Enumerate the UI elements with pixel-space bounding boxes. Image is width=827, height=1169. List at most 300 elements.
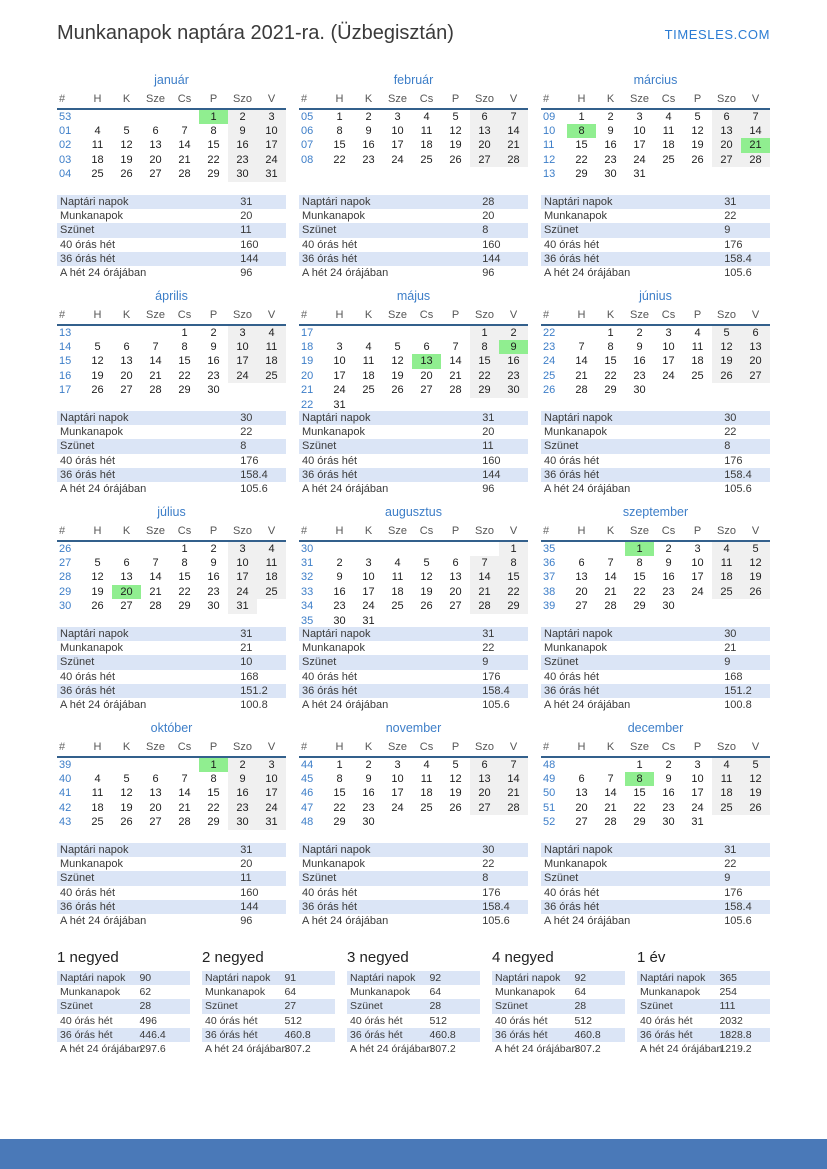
calendar-week-row [299, 556, 528, 571]
day-cell: 1 [199, 109, 228, 124]
day-cell: 14 [604, 787, 617, 800]
day-cell: 3 [636, 110, 643, 123]
calendar-week-row [299, 585, 528, 600]
stat-value: 160 [240, 886, 259, 899]
day-col-header: P [199, 740, 228, 757]
stat-value: 105.6 [482, 915, 510, 928]
day-cell: 17 [362, 585, 375, 598]
day-cell [83, 325, 112, 340]
day-cell [499, 815, 528, 830]
stat-label: Munkanapok [544, 210, 607, 223]
stat-value: 30 [724, 412, 737, 425]
month-block-július [57, 505, 286, 721]
month-block-február [299, 73, 528, 289]
day-cell: 13 [149, 139, 162, 152]
stat-label: 40 órás hét [302, 886, 358, 899]
day-cell [683, 167, 712, 182]
stat-row [541, 684, 770, 698]
day-cell: 1 [625, 541, 654, 556]
stat-row [541, 655, 770, 669]
day-cell: 7 [181, 772, 188, 785]
stat-row [637, 971, 770, 985]
day-cell: 30 [662, 816, 675, 829]
stat-row [57, 411, 286, 425]
stat-row [541, 857, 770, 871]
day-cell: 10 [662, 340, 675, 353]
week-number-cell: 48 [543, 758, 556, 771]
calendar-week-row [541, 570, 770, 585]
calendar-week-row [57, 757, 286, 772]
stat-row [541, 411, 770, 425]
calendar-week-row [541, 369, 770, 384]
stat-value: 31 [240, 844, 253, 857]
stat-label: A hét 24 órájában [350, 1043, 433, 1056]
day-cell [383, 614, 412, 629]
day-cell: 17 [228, 570, 257, 585]
day-cell: 6 [123, 340, 130, 353]
stat-row [541, 223, 770, 237]
day-cell: 13 [470, 124, 499, 139]
calendar-week-row [299, 325, 528, 340]
day-cell [412, 325, 441, 340]
stat-row [541, 209, 770, 223]
day-col-header: V [499, 740, 528, 757]
week-number-cell: 24 [543, 355, 556, 368]
stat-row [492, 971, 625, 985]
month-block-december [541, 721, 770, 937]
week-col-header: # [299, 92, 325, 109]
day-cell: 18 [91, 153, 104, 166]
calendar-table [299, 524, 528, 628]
stat-value: 176 [724, 238, 743, 251]
day-cell [441, 815, 470, 830]
stat-row [541, 914, 770, 928]
day-cell [741, 383, 770, 398]
day-cell: 30 [499, 383, 528, 398]
day-col-header: V [499, 524, 528, 541]
day-cell: 8 [636, 556, 643, 569]
day-cell: 6 [470, 109, 499, 124]
day-cell: 23 [662, 585, 675, 598]
stat-value: 365 [719, 972, 737, 985]
stat-value: 11 [482, 440, 494, 453]
day-cell [112, 325, 141, 340]
day-cell [470, 398, 499, 413]
day-cell: 11 [91, 787, 104, 800]
week-number-cell: 46 [301, 787, 314, 800]
stat-row [57, 641, 286, 655]
day-cell: 5 [123, 124, 130, 137]
day-cell: 29 [178, 600, 191, 613]
calendar-week-row [299, 815, 528, 830]
calendar-week-row [541, 138, 770, 153]
stat-label: A hét 24 órájában [544, 267, 631, 280]
day-cell: 6 [123, 556, 130, 569]
day-cell: 8 [336, 772, 343, 785]
month-block-május [299, 289, 528, 505]
stat-row [202, 1028, 335, 1042]
day-cell: 7 [499, 757, 528, 772]
day-cell: 11 [712, 556, 741, 571]
stat-label: Szünet [205, 1000, 238, 1013]
stat-value: 176 [482, 670, 501, 683]
stat-row [57, 914, 286, 928]
calendar-week-row [57, 772, 286, 787]
day-cell: 8 [336, 124, 343, 137]
day-cell: 2 [665, 542, 672, 555]
stat-label: 40 órás hét [544, 886, 600, 899]
calendar-week-row [541, 815, 770, 830]
day-cell: 5 [423, 556, 430, 569]
day-col-header: H [567, 92, 596, 109]
day-cell: 20 [575, 585, 588, 598]
week-number-cell: 09 [543, 110, 556, 123]
day-cell: 6 [712, 109, 741, 124]
day-cell: 27 [420, 384, 433, 397]
month-calendar-area [299, 289, 528, 411]
stat-row [57, 252, 286, 266]
quarter-title: 2 negyed [202, 949, 264, 966]
day-cell: 28 [149, 600, 162, 613]
stat-label: A hét 24 órájában [60, 915, 147, 928]
day-cell: 2 [365, 110, 372, 123]
day-cell: 15 [333, 139, 346, 152]
day-cell: 20 [575, 801, 588, 814]
day-cell: 26 [449, 801, 462, 814]
day-cell [83, 757, 112, 772]
day-cell: 17 [662, 355, 675, 368]
day-cell [170, 109, 199, 124]
week-col-header: # [299, 524, 325, 541]
stat-row [299, 482, 528, 496]
day-col-header: V [741, 740, 770, 757]
stat-label: 36 órás hét [302, 468, 358, 481]
brand-link[interactable]: TIMESLES.COM [664, 27, 770, 42]
day-cell: 12 [712, 340, 741, 355]
day-col-header: V [741, 524, 770, 541]
day-cell: 31 [257, 815, 286, 830]
month-title: április [155, 289, 188, 303]
stat-row [347, 1028, 480, 1042]
stat-label: A hét 24 órájában [544, 915, 631, 928]
quarter-stats [347, 971, 480, 1056]
stat-value: 1219.2 [719, 1043, 752, 1056]
day-cell: 28 [499, 153, 528, 168]
stat-value: 22 [724, 426, 737, 439]
quarter-block [637, 949, 770, 1056]
day-cell: 21 [604, 585, 617, 598]
day-cell: 22 [575, 153, 588, 166]
day-cell: 21 [741, 138, 770, 153]
day-cell: 6 [152, 772, 159, 785]
day-col-header: K [112, 308, 141, 325]
day-col-header: Sze [383, 92, 412, 109]
day-cell [499, 398, 528, 413]
day-cell: 22 [178, 585, 191, 598]
day-cell: 3 [228, 325, 257, 340]
page-header [57, 0, 770, 45]
stat-value: 446.4 [139, 1028, 166, 1041]
stat-label: Naptári napok [60, 972, 126, 985]
quarters-row [57, 949, 770, 1056]
stat-row [299, 670, 528, 684]
quarter-title: 3 negyed [347, 949, 409, 966]
day-col-header: V [499, 92, 528, 109]
month-title: május [396, 289, 431, 303]
day-cell: 20 [149, 153, 162, 166]
day-col-header: Cs [170, 740, 199, 757]
month-title: augusztus [385, 505, 442, 519]
day-cell: 10 [633, 124, 646, 137]
stat-row [299, 857, 528, 871]
month-title: február [393, 73, 434, 87]
stat-label: Szünet [60, 224, 95, 237]
day-cell: 5 [94, 556, 101, 569]
calendar-week-row [57, 556, 286, 571]
day-cell: 8 [210, 124, 217, 137]
stat-row [57, 468, 286, 482]
day-col-header: P [441, 92, 470, 109]
stat-label: Naptári napok [302, 844, 371, 857]
day-col-header: K [596, 740, 625, 757]
stat-row [299, 900, 528, 914]
month-calendar-area [299, 721, 528, 843]
week-number-cell: 33 [301, 585, 314, 598]
day-cell: 11 [420, 124, 433, 137]
day-cell: 6 [152, 124, 159, 137]
week-col-header: # [299, 308, 325, 325]
calendar-table [299, 308, 528, 412]
week-number-cell: 01 [59, 124, 72, 137]
stat-label: Munkanapok [60, 986, 121, 999]
day-cell: 2 [636, 326, 643, 339]
calendar-week-row [57, 570, 286, 585]
day-cell: 22 [178, 369, 191, 382]
day-cell: 29 [207, 816, 220, 829]
calendar-week-row [541, 167, 770, 182]
day-cell: 27 [449, 600, 462, 613]
day-cell: 31 [228, 599, 257, 614]
day-col-header: K [354, 524, 383, 541]
day-col-header: Szo [228, 308, 257, 325]
stat-value: 28 [482, 196, 495, 209]
day-cell: 13 [149, 787, 162, 800]
stat-value: 105.6 [724, 483, 752, 496]
stat-value: 91 [284, 972, 297, 985]
month-block-szeptember [541, 505, 770, 721]
day-cell: 26 [712, 369, 741, 384]
day-cell: 16 [499, 354, 528, 369]
day-cell: 1 [499, 541, 528, 556]
stat-label: Szünet [302, 224, 337, 237]
day-cell: 16 [207, 571, 220, 584]
day-cell: 23 [228, 153, 257, 168]
day-cell: 27 [120, 600, 133, 613]
stat-row [299, 655, 528, 669]
day-cell: 13 [120, 355, 133, 368]
day-cell: 22 [207, 801, 220, 814]
week-number-cell: 15 [59, 355, 72, 368]
stat-row [299, 411, 528, 425]
stat-row [541, 195, 770, 209]
stat-value: 31 [240, 196, 253, 209]
month-calendar-area [299, 73, 528, 195]
day-cell: 23 [207, 585, 220, 598]
day-col-header: Cs [412, 524, 441, 541]
day-cell: 30 [333, 614, 346, 627]
stat-label: Munkanapok [544, 642, 607, 655]
day-col-header: Sze [383, 308, 412, 325]
day-cell: 21 [499, 138, 528, 153]
calendar-week-row [57, 383, 286, 398]
day-cell: 16 [604, 139, 617, 152]
stat-row [57, 454, 286, 468]
day-cell [170, 757, 199, 772]
day-col-header: P [683, 740, 712, 757]
day-cell [441, 614, 470, 629]
month-stats [541, 411, 770, 496]
day-cell: 14 [575, 355, 588, 368]
stat-value: 64 [574, 986, 587, 999]
calendar-week-row [541, 340, 770, 355]
day-cell: 23 [362, 801, 375, 814]
stat-row [541, 900, 770, 914]
calendar-header-row [299, 92, 528, 109]
day-cell: 21 [178, 801, 191, 814]
stat-label: Naptári napok [640, 972, 706, 985]
calendar-week-row [299, 570, 528, 585]
day-cell: 1 [199, 757, 228, 772]
day-cell: 13 [712, 124, 741, 139]
day-cell [354, 325, 383, 340]
day-col-header: Szo [228, 740, 257, 757]
calendar-header-row [541, 92, 770, 109]
day-cell: 28 [604, 816, 617, 829]
stat-label: Szünet [544, 224, 579, 237]
day-cell: 26 [741, 801, 770, 816]
stat-label: 36 órás hét [302, 252, 358, 265]
week-number-cell: 34 [301, 600, 314, 613]
day-cell [112, 109, 141, 124]
day-cell: 24 [662, 369, 675, 382]
stat-value: 144 [482, 252, 501, 265]
day-cell: 13 [575, 571, 588, 584]
week-number-cell: 49 [543, 772, 556, 785]
day-cell: 15 [333, 787, 346, 800]
calendar-header-row [57, 308, 286, 325]
day-cell: 30 [604, 168, 617, 181]
day-cell [412, 815, 441, 830]
day-cell [141, 325, 170, 340]
day-cell: 19 [391, 369, 404, 382]
day-cell: 19 [741, 570, 770, 585]
day-cell: 15 [604, 355, 617, 368]
day-cell: 25 [691, 369, 704, 382]
day-cell: 28 [575, 384, 588, 397]
day-cell: 6 [741, 325, 770, 340]
calendar-week-row [299, 153, 528, 168]
week-number-cell: 22 [301, 398, 314, 411]
day-col-header: K [354, 92, 383, 109]
day-cell: 7 [741, 109, 770, 124]
day-cell: 9 [665, 772, 672, 785]
day-cell: 16 [228, 138, 257, 153]
day-cell: 5 [694, 110, 701, 123]
stat-row [57, 843, 286, 857]
stat-value: 1828.8 [719, 1028, 752, 1041]
day-cell: 21 [449, 369, 462, 382]
calendar-week-row [541, 153, 770, 168]
day-cell: 20 [470, 138, 499, 153]
calendar-header-row [299, 740, 528, 757]
stat-row [637, 1042, 770, 1056]
stat-label: 36 órás hét [544, 252, 600, 265]
stat-value: 96 [240, 915, 253, 928]
stat-row [299, 627, 528, 641]
day-cell: 6 [470, 757, 499, 772]
stat-value: 9 [724, 872, 731, 885]
stat-row [299, 252, 528, 266]
day-cell: 23 [662, 801, 675, 814]
day-col-header: P [683, 524, 712, 541]
day-cell: 22 [470, 369, 499, 384]
stat-label: A hét 24 órájában [495, 1043, 578, 1056]
week-number-cell: 40 [59, 772, 72, 785]
day-cell: 17 [633, 139, 646, 152]
calendar-header-row [57, 740, 286, 757]
week-col-header: # [541, 308, 567, 325]
day-col-header: P [683, 308, 712, 325]
quarter-block [347, 949, 480, 1056]
day-col-header: V [741, 308, 770, 325]
day-cell: 14 [604, 571, 617, 584]
stat-row [541, 670, 770, 684]
day-cell [683, 599, 712, 614]
day-cell: 23 [633, 369, 646, 382]
day-cell: 2 [499, 325, 528, 340]
week-number-cell: 30 [59, 600, 72, 613]
stat-label: A hét 24 órájában [60, 267, 147, 280]
stat-value: 31 [482, 628, 495, 641]
stat-value: 160 [482, 238, 501, 251]
day-cell: 11 [662, 124, 675, 137]
day-cell: 6 [578, 556, 585, 569]
week-col-header: # [541, 92, 567, 109]
day-cell: 25 [420, 153, 433, 166]
day-cell: 24 [391, 153, 404, 166]
calendar-week-row [57, 585, 286, 600]
day-cell: 8 [499, 556, 528, 571]
day-cell: 15 [633, 787, 646, 800]
day-cell: 9 [499, 340, 528, 355]
month-stats [57, 843, 286, 928]
stat-row [299, 209, 528, 223]
day-cell: 27 [712, 153, 741, 168]
day-col-header: V [257, 308, 286, 325]
stat-label: 36 órás hét [205, 1028, 258, 1041]
stat-label: 40 órás hét [60, 886, 116, 899]
day-col-header: V [257, 740, 286, 757]
week-number-cell: 31 [301, 556, 314, 569]
stat-row [541, 266, 770, 280]
day-cell: 31 [691, 816, 704, 829]
stat-label: Munkanapok [60, 426, 123, 439]
week-number-cell: 25 [543, 369, 556, 382]
stat-label: A hét 24 órájában [302, 699, 389, 712]
week-number-cell: 08 [301, 153, 314, 166]
stat-label: 40 órás hét [350, 1014, 403, 1027]
day-cell [412, 398, 441, 413]
